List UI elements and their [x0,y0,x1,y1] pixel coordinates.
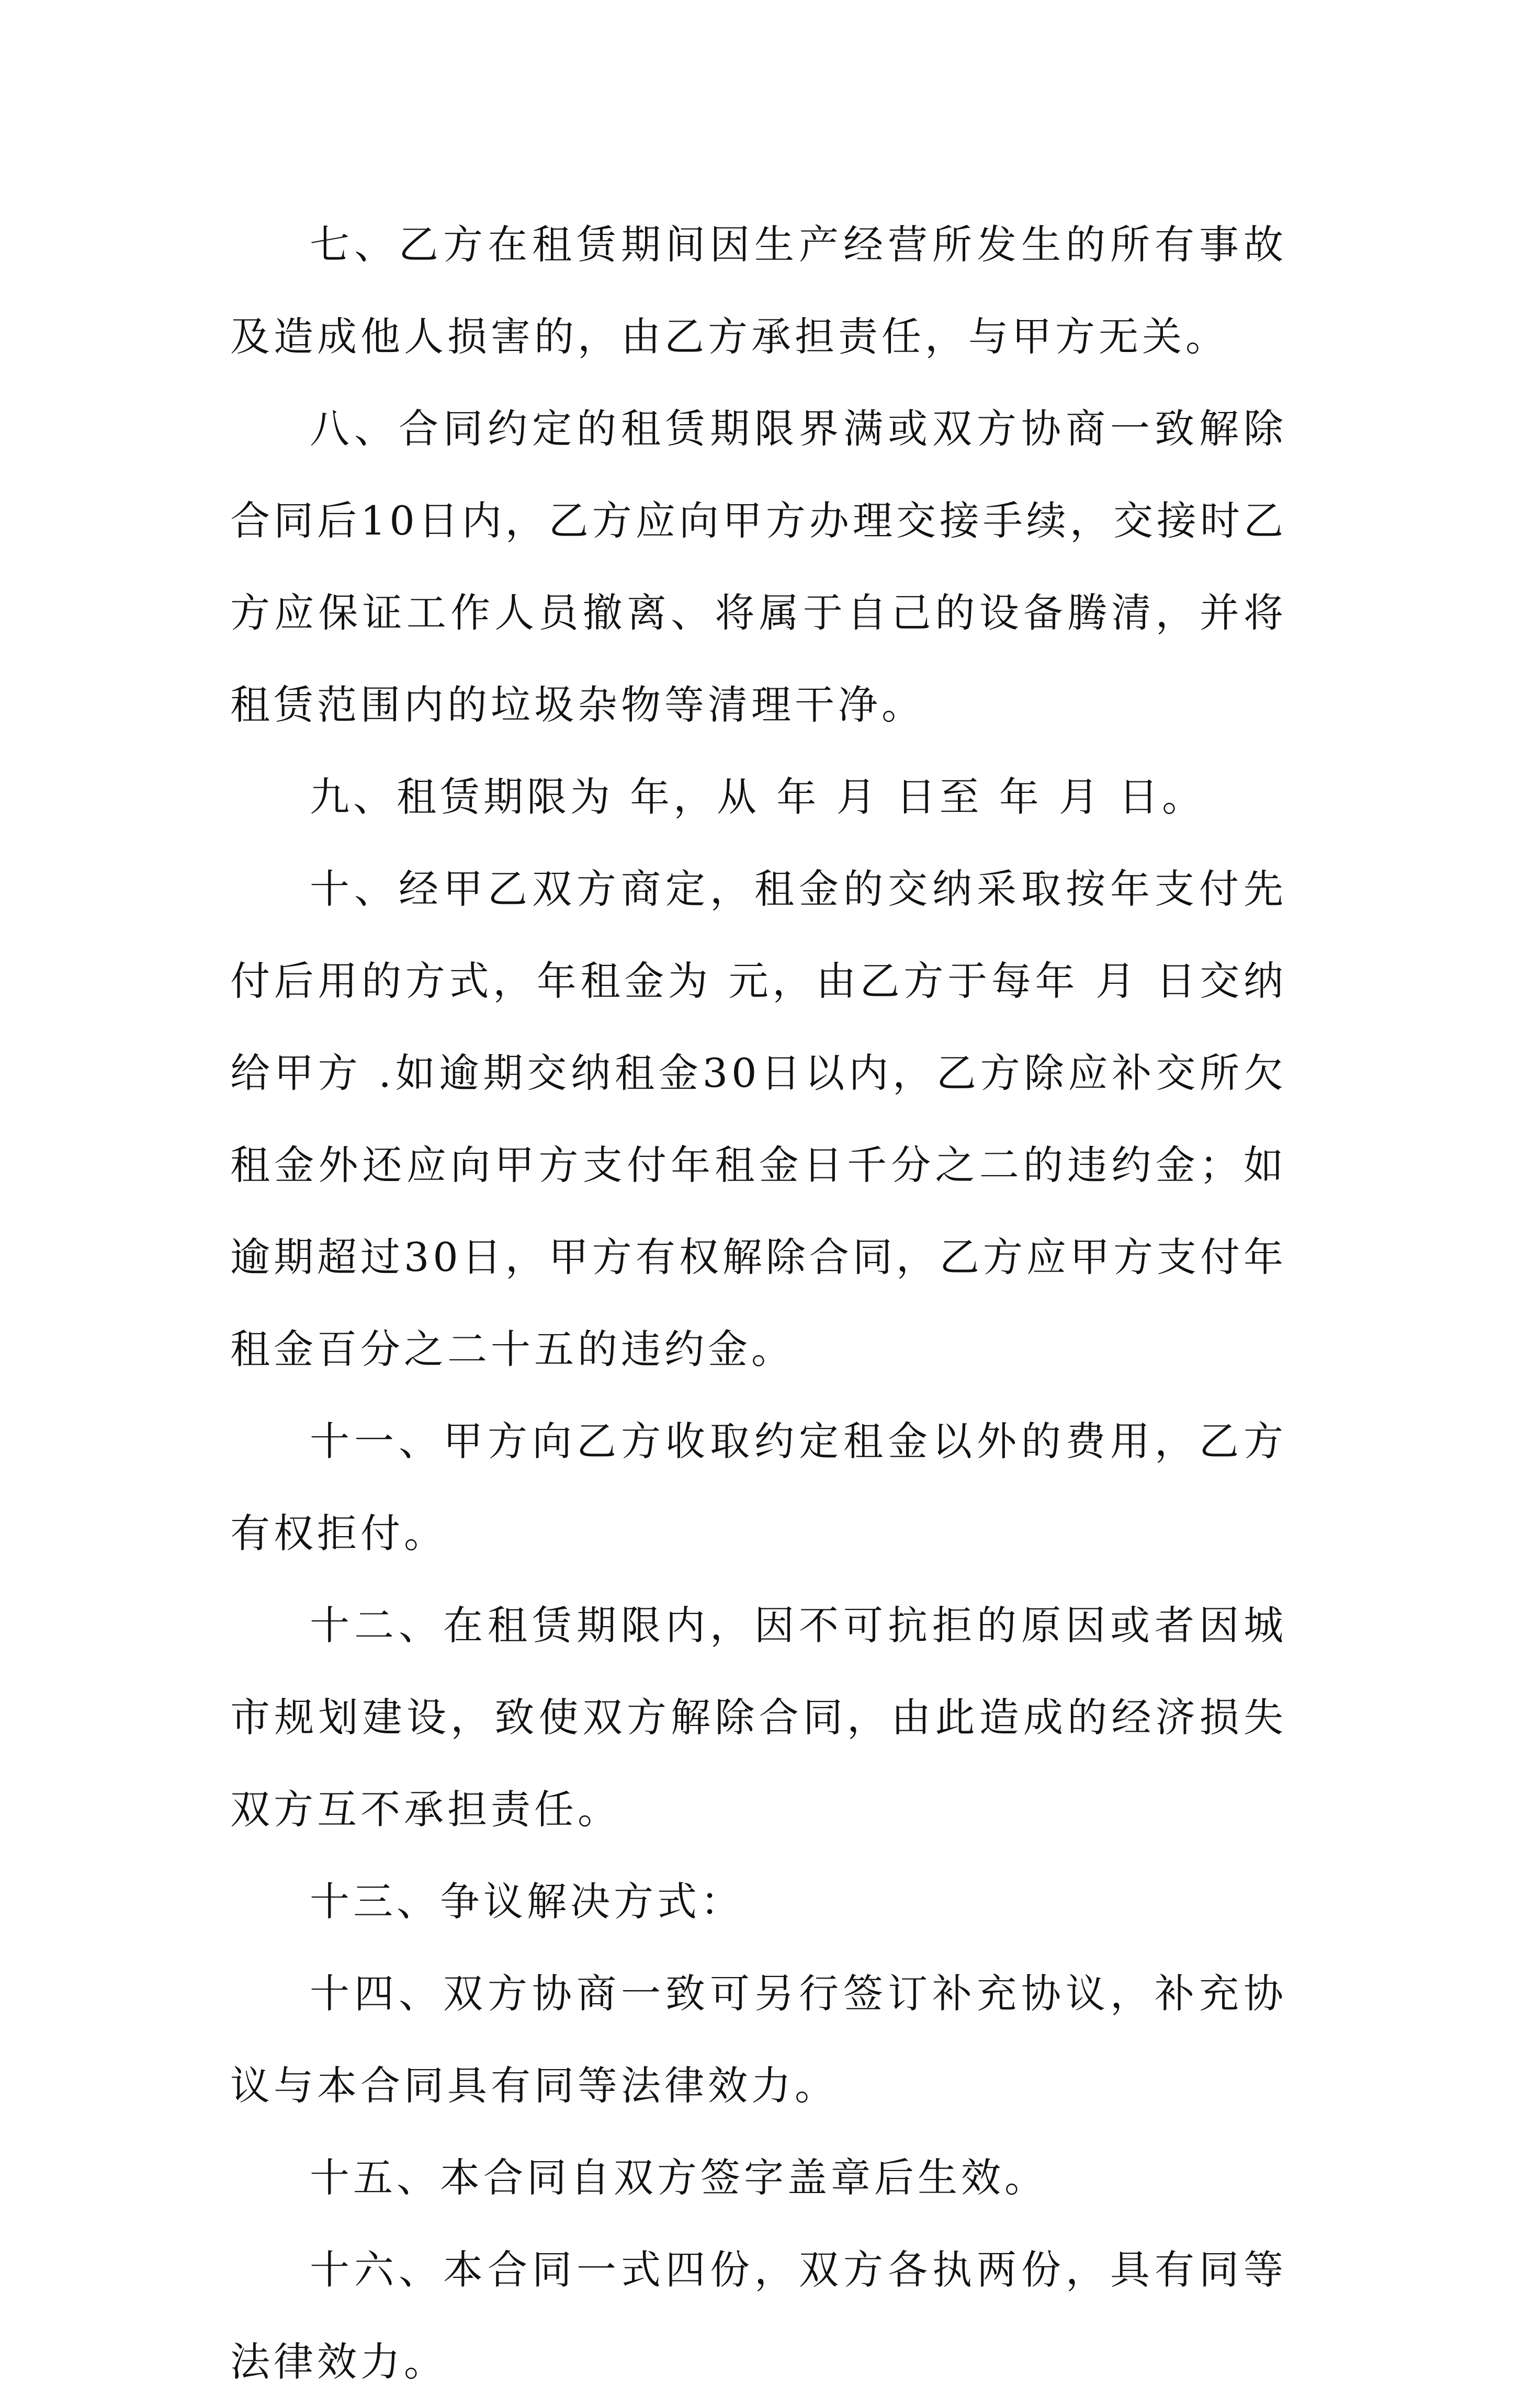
clause-13: 十三、争议解决方式： [310,1878,744,1925]
clause-12: 十二、在租赁期限内，因不可抗拒的原因或者因城市规划建设，致使双方解除合同，由此造成的经济损失双方互不承担责任。 [230,1602,1287,1833]
clause-9: 九、租赁期限为 年，从 年 月 日至 年 月 日。 [310,774,1206,820]
clause-11: 十一、甲方向乙方收取约定租金以外的费用，乙方有权拒付。 [230,1418,1287,1557]
clause-8: 八、合同约定的租赁期限界满或双方协商一致解除合同后10日内，乙方应向甲方办理交接手续，交接时乙方应保证工作人员撤离、将属于自己的设备腾清，并将租赁范围内的垃圾杂物等清理干净。 [230,405,1287,728]
clause-15: 十五、本合同自双方签字盖章后生效。 [310,2154,1048,2201]
document-body [230,199,1287,2408]
clause-14: 十四、双方协商一致可另行签订补充协议，补充协议与本合同具有同等法律效力。 [230,1970,1287,2109]
clause-10: 十、经甲乙双方商定，租金的交纳采取按年支付先付后用的方式，年租金为 元，由乙方于每年 月 日交纳给甲方 .如逾期交纳租金30日以内，乙方除应补交所欠租金外还应向甲方支付年租金日千分之二的违约金；如逾期超过30日，甲方有权解除合同，乙方应甲方支付年租金百分之二十五的违约金。 [230,866,1287,1372]
clause-16: 十六、本合同一式四份，双方各执两份，具有同等法律效力。 [230,2246,1287,2385]
clause-7: 七、乙方在租赁期间因生产经营所发生的所有事故及造成他人损害的，由乙方承担责任，与甲方无关。 [230,221,1287,360]
